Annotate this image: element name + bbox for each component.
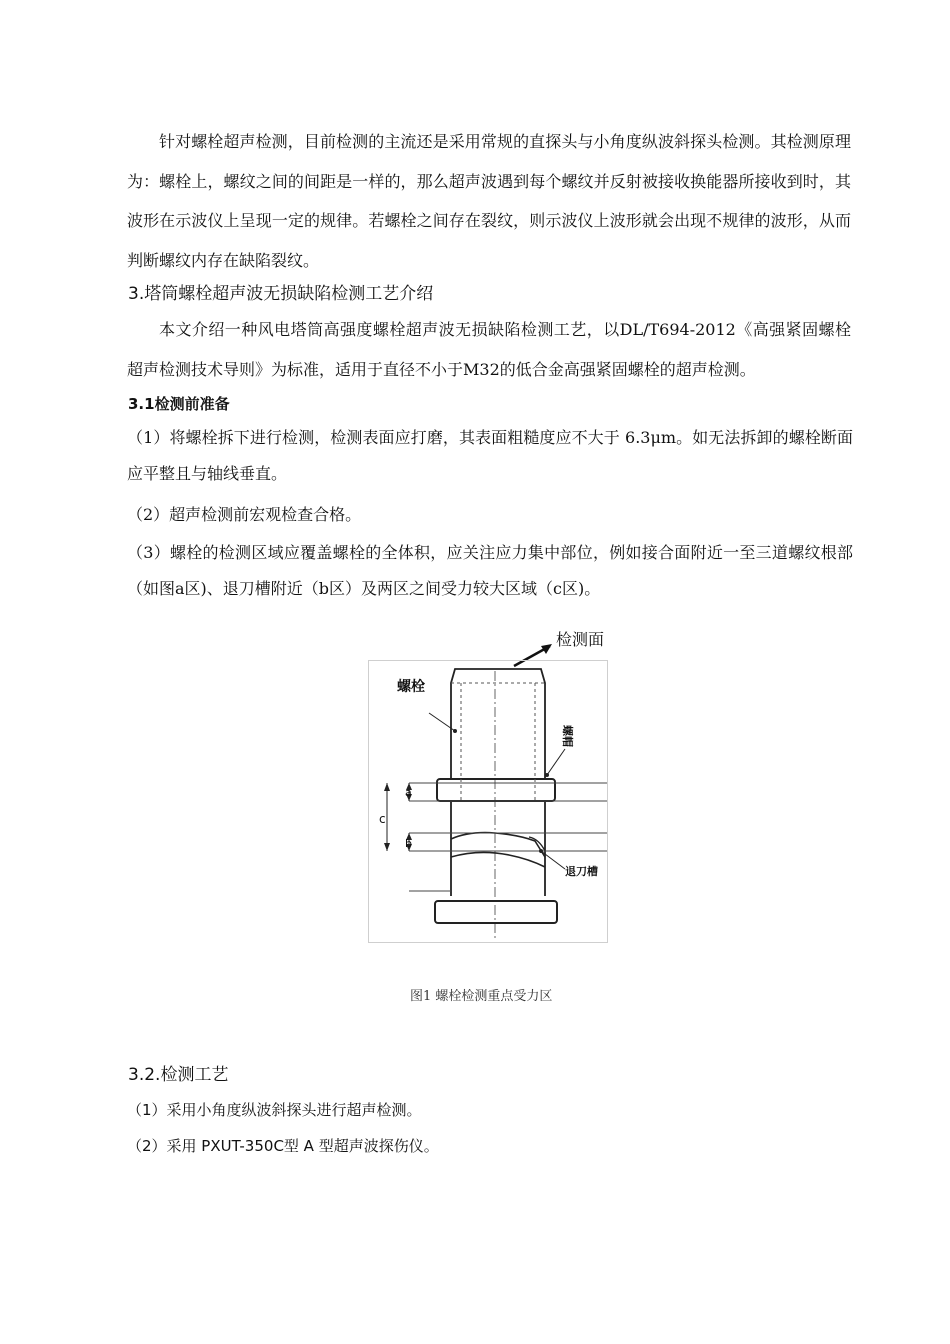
bolt-drawing bbox=[369, 661, 607, 942]
detection-surface-label: 检测面 bbox=[556, 630, 605, 649]
bolt-label: 螺栓 bbox=[397, 679, 425, 695]
section-3-1-heading: 3.1检测前准备 bbox=[128, 395, 230, 413]
bolt-diagram bbox=[368, 660, 608, 943]
nut-label: 螺帽 bbox=[561, 725, 574, 747]
section-3-heading: 3.塔筒螺栓超声波无损缺陷检测工艺介绍 bbox=[128, 284, 434, 304]
zone-c-label: c bbox=[379, 812, 386, 826]
intro-paragraph: 针对螺栓超声检测，目前检测的主流还是采用常规的直探头与小角度纵波斜探头检测。其检测原理为：螺栓上，螺纹之间的间距是一样的，那么超声波遇到每个螺纹并反射被接收换能器所接收到时，其波形在示波仪上呈现一定的规律。若螺栓之间存在裂纹，则示波仪上波形就会出现不规律的波形，从而判断螺纹内存在缺陷裂纹。 bbox=[127, 132, 851, 270]
process-item-2: （2）采用 PXUT-350C型 A 型超声波探伤仪。 bbox=[127, 1137, 439, 1155]
zone-b-label: b bbox=[405, 837, 412, 850]
process-item-1: （1）采用小角度纵波斜探头进行超声检测。 bbox=[127, 1101, 422, 1119]
zone-a-label: a bbox=[405, 786, 412, 799]
section-3-paragraph: 本文介绍一种风电塔筒高强度螺栓超声波无损缺陷检测工艺，以DL/T694-2012《高强紧固螺栓超声检测技术导则》为标准，适用于直径不小于M32的低合金高强紧固螺栓的超声检测。 bbox=[127, 320, 851, 379]
prep-item-3: （3）螺栓的检测区域应覆盖螺栓的全体积，应关注应力集中部位，例如接合面附近一至三道螺纹根部（如图a区)、退刀槽附近（b区）及两区之间受力较大区域（c区)。 bbox=[127, 543, 853, 598]
groove-label: 退刀槽 bbox=[565, 865, 598, 878]
figure-caption: 图1 螺栓检测重点受力区 bbox=[410, 989, 553, 1004]
prep-item-1: （1）将螺栓拆下进行检测，检测表面应打磨，其表面粗糙度应不大于 6.3μm。如无法拆卸的螺栓断面应平整且与轴线垂直。 bbox=[127, 428, 853, 483]
section-3-2-heading: 3.2.检测工艺 bbox=[128, 1065, 229, 1085]
prep-item-2: （2）超声检测前宏观检查合格。 bbox=[127, 505, 362, 524]
